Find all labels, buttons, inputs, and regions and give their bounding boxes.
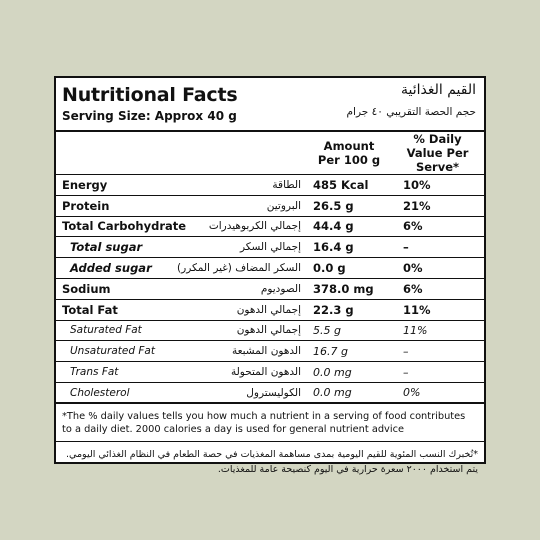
title-english: Nutritional Facts bbox=[62, 84, 238, 106]
nutrient-daily-value: 6% bbox=[391, 216, 484, 237]
nutrient-daily-value: – bbox=[391, 362, 484, 383]
nutrient-name-arabic: إجمالي الدهون bbox=[192, 320, 307, 341]
table-row bbox=[56, 341, 484, 362]
nutrient-amount: 5.5 g bbox=[307, 320, 391, 341]
nutrient-name-arabic: الصوديوم bbox=[192, 278, 307, 299]
table-row bbox=[56, 175, 484, 196]
nutrition-facts-panel bbox=[54, 76, 486, 476]
nutrient-name: Trans Fat bbox=[56, 362, 192, 383]
serving-size-arabic: حجم الحصة التقريبي ٤٠ جرام bbox=[346, 106, 476, 118]
nutrient-name-arabic: الدهون المشبعة bbox=[192, 341, 307, 362]
footnote-english: *The % daily values tells you how much a nutrient in a serving of food contributes to a daily diet. 2000 calories a day is used for general nutrient advice bbox=[56, 404, 484, 442]
nutrient-daily-value: – bbox=[391, 237, 484, 258]
table-row bbox=[56, 320, 484, 341]
nutrient-name-arabic: إجمالي السكر bbox=[192, 237, 307, 258]
nutrient-name-arabic: البروتين bbox=[192, 195, 307, 216]
nutrient-name: Total sugar bbox=[56, 237, 192, 258]
amount-column-header: Amount Per 100 g bbox=[307, 132, 391, 175]
nutrient-name: Sodium bbox=[56, 278, 192, 299]
nutrient-name: Energy bbox=[56, 175, 192, 196]
nutrient-daily-value: 10% bbox=[391, 175, 484, 196]
nutrient-name: Total Fat bbox=[56, 299, 192, 320]
nutrient-name-arabic: إجمالي الكربوهيدرات bbox=[192, 216, 307, 237]
nutrient-name-arabic: الدهون المتحولة bbox=[192, 362, 307, 383]
table-row bbox=[56, 278, 484, 299]
nutrient-amount: 44.4 g bbox=[307, 216, 391, 237]
nutrient-amount: 26.5 g bbox=[307, 195, 391, 216]
nutrient-name: Protein bbox=[56, 195, 192, 216]
nutrient-amount: 0.0 mg bbox=[307, 362, 391, 383]
nutrient-amount: 0.0 mg bbox=[307, 382, 391, 403]
table-row bbox=[56, 258, 484, 279]
table-header-row bbox=[56, 132, 484, 175]
nutrition-table bbox=[56, 132, 484, 404]
table-row bbox=[56, 195, 484, 216]
footnote-arabic: *تُخبرك النسب المئوية للقيم اليومية بمدى مساهمة المغذيات في حصة الطعام في النظام الغذائي اليومي. يتم استخدام ٢٠٠٠ سعرة حرارية في اليوم كنصيحة عامة للمغذيات. bbox=[66, 449, 478, 476]
table-row bbox=[56, 299, 484, 320]
nutrient-daily-value: 0% bbox=[391, 258, 484, 279]
nutrient-daily-value: 6% bbox=[391, 278, 484, 299]
title-arabic: القيم الغذائية bbox=[400, 82, 476, 98]
serving-size-english: Serving Size: Approx 40 g bbox=[62, 109, 237, 123]
nutrient-daily-value: 21% bbox=[391, 195, 484, 216]
nutrient-amount: 16.7 g bbox=[307, 341, 391, 362]
nutrient-name-arabic: الكوليسترول bbox=[192, 382, 307, 403]
nutrient-amount: 485 Kcal bbox=[307, 175, 391, 196]
daily-value-column-header: % Daily Value Per Serve* bbox=[391, 132, 484, 175]
nutrient-name: Saturated Fat bbox=[56, 320, 192, 341]
nutrient-name-arabic: الطاقة bbox=[192, 175, 307, 196]
table-row bbox=[56, 237, 484, 258]
nutrient-name: Added sugar bbox=[56, 258, 192, 279]
nutrient-daily-value: 11% bbox=[391, 299, 484, 320]
empty-header-cell bbox=[56, 132, 192, 175]
nutrient-amount: 22.3 g bbox=[307, 299, 391, 320]
nutrient-name-arabic: إجمالي الدهون bbox=[192, 299, 307, 320]
table-row bbox=[56, 362, 484, 383]
nutrient-name-arabic: السكر المضاف (غير المكرر) bbox=[192, 258, 307, 279]
table-row bbox=[56, 382, 484, 403]
empty-header-cell bbox=[192, 132, 307, 175]
nutrient-daily-value: – bbox=[391, 341, 484, 362]
table-row bbox=[56, 216, 484, 237]
nutrient-amount: 0.0 g bbox=[307, 258, 391, 279]
nutrient-amount: 378.0 mg bbox=[307, 278, 391, 299]
nutrient-name: Total Carbohydrate bbox=[56, 216, 192, 237]
nutrient-name: Unsaturated Fat bbox=[56, 341, 192, 362]
nutrient-name: Cholesterol bbox=[56, 382, 192, 403]
nutrient-daily-value: 0% bbox=[391, 382, 484, 403]
panel-header bbox=[56, 78, 484, 132]
nutrient-amount: 16.4 g bbox=[307, 237, 391, 258]
nutrient-daily-value: 11% bbox=[391, 320, 484, 341]
